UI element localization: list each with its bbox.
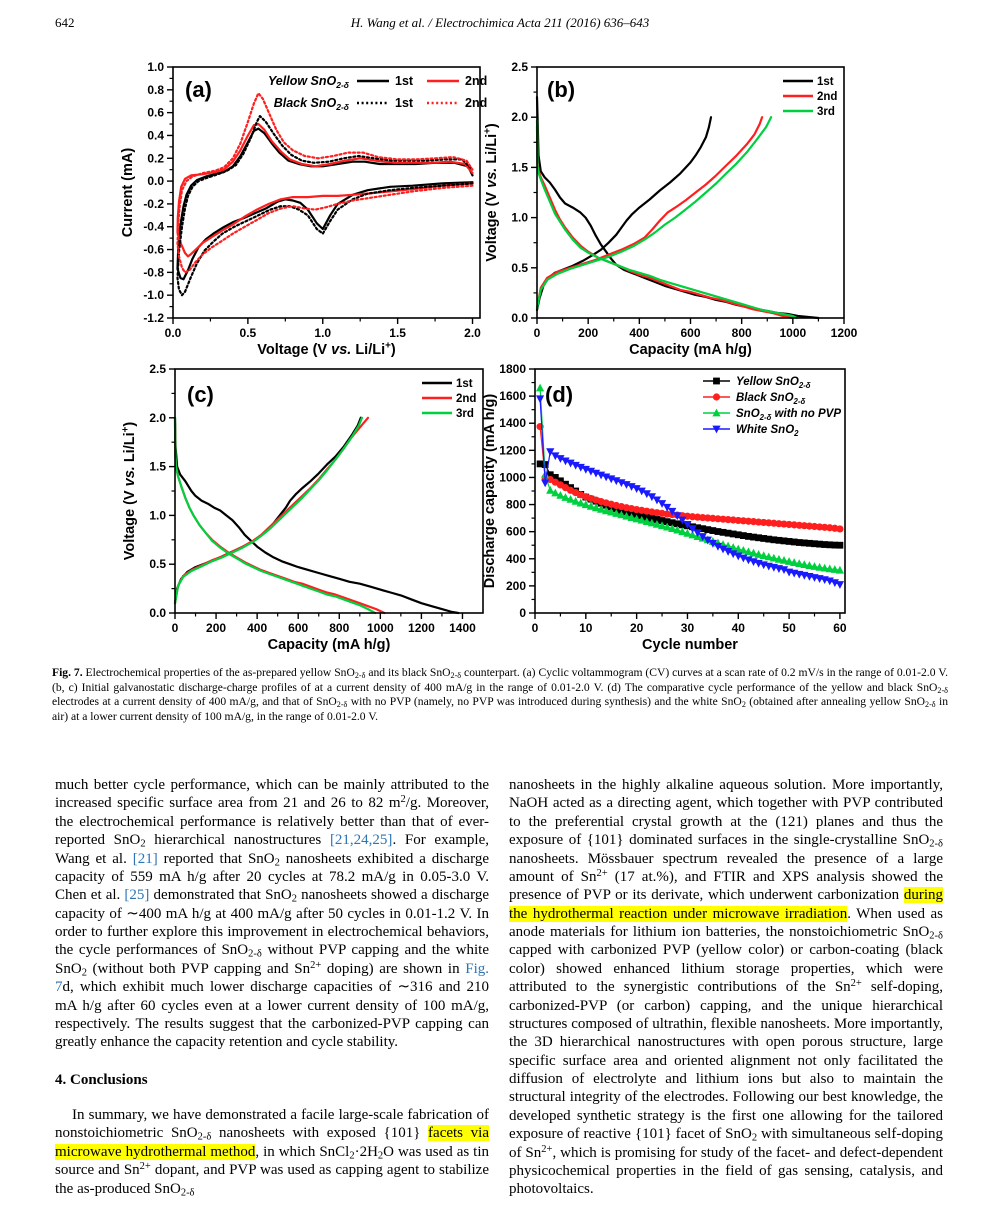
text-segment: nanosheets with exposed {101}	[211, 1125, 429, 1142]
text-segment: (17 at.%), and FTIR and XPS analysis showed the presence of PVP or its derivate, which underwent carbonization	[509, 868, 943, 904]
y-tick-label: 2.0	[511, 110, 528, 125]
text-segment: with simultaneous self-doping of Sn	[509, 1126, 944, 1161]
y-tick-label: 2.5	[511, 60, 528, 74]
x-tick-label: 0.0	[164, 326, 182, 340]
x-tick-label: 0	[171, 621, 179, 635]
legend-entry: 2nd	[456, 393, 477, 405]
x-tick-label: 10	[579, 621, 593, 635]
panel-label: (b)	[547, 77, 576, 102]
series-line	[178, 116, 473, 295]
chart-c-discharge-charge-profiles	[60, 355, 495, 665]
superscript: 2	[400, 794, 406, 806]
series-line	[537, 127, 793, 318]
y-tick-label: 1200	[499, 443, 526, 458]
subscript: 2	[741, 700, 746, 710]
y-tick-label: 0.5	[511, 260, 528, 275]
text-segment: nanosheets showed a discharge capacity of ∼400 mA h/g at 400 mA/g after 50 cycles in 0.01-1.2 V. In order to further explore this improvement in electrochemical behaviors, the cycle performances of SnO	[55, 887, 489, 959]
data-point-marker	[837, 542, 844, 549]
text-segment: in air) at a lower current density of 100 mA/g, in the range of 0.01-2.0 V.	[52, 695, 949, 724]
y-tick-label: -0.2	[143, 196, 164, 211]
series-line	[175, 418, 361, 603]
series-line	[175, 418, 458, 613]
text-segment: , which is promising for study of the facet- and defect-dependent physicochemical properties in the field of gas sensing, catalysis, and photovoltaics.	[509, 1144, 943, 1198]
subscript: 2	[274, 857, 280, 869]
subscript: 2-δ	[937, 685, 948, 695]
subscript: 2	[751, 1132, 758, 1144]
panel-label: (d)	[545, 382, 574, 407]
y-tick-label: 600	[505, 524, 526, 539]
x-tick-label: 0.5	[239, 326, 257, 340]
highlighted-text: facets via microwave hydrothermal method	[55, 1125, 489, 1160]
legend-entry: Yellow SnO$_{2-\delta}$	[736, 376, 811, 390]
text-segment: ·2H	[354, 1143, 378, 1160]
x-axis-label: Voltage (V vs. Li/Li+)	[257, 340, 396, 358]
subscript: 2-δ	[180, 1187, 195, 1199]
text-segment: and its black SnO	[365, 666, 451, 679]
y-tick-label: 0.0	[511, 311, 528, 325]
y-axis-label: Current (mA)	[120, 147, 136, 238]
text-segment: d, which exhibit much lower discharge capacities of ∼316 and 210 mA h/g after 60 cycles even at a lower current density of 100 mA/g, respectively. The results suggest that the carbonized-PVP capping can greatly enhance the capacity retention and cycle stability.	[55, 979, 489, 1051]
y-tick-label: 0.6	[147, 105, 164, 120]
x-tick-label: 0	[533, 326, 541, 340]
y-tick-label: 400	[505, 551, 526, 566]
y-tick-label: 1.0	[147, 60, 164, 74]
y-tick-label: 1600	[499, 389, 526, 404]
y-tick-label: 1.0	[511, 210, 528, 225]
y-tick-label: 0	[519, 606, 526, 620]
x-tick-label: 600	[680, 326, 701, 340]
x-tick-label: 200	[578, 326, 599, 340]
paragraph	[509, 776, 943, 1199]
legend-entry: SnO$_{2-\delta}$ with no PVP	[736, 408, 841, 422]
x-axis-label: Cycle number	[642, 637, 738, 653]
y-tick-label: 1.0	[149, 508, 166, 523]
legend-entry: 2nd	[465, 74, 488, 88]
subscript: 2	[349, 1150, 355, 1162]
y-tick-label: -0.8	[143, 265, 164, 280]
data-point-marker	[713, 393, 720, 400]
x-tick-label: 1000	[779, 326, 807, 340]
x-tick-label: 1200	[830, 326, 858, 340]
right-column	[509, 776, 943, 1199]
text-segment: , in which SnCl	[255, 1143, 350, 1160]
text-segment: with no PVP (namely, no PVP was introduced during synthesis) and the white SnO	[347, 695, 742, 709]
text-segment: (without both PVP capping and Sn	[86, 960, 311, 977]
legend-entry: 1st	[395, 74, 414, 88]
plot-frame	[537, 67, 844, 318]
text-segment: doping) are shown in	[321, 960, 466, 977]
legend-entry: 1st	[456, 378, 473, 390]
text-segment: capped with carbonized PVP (yellow color) or carbon-coating (black color) showed enhanced lithium storage properties, which were attributed to the synergistic contributions of the Sn	[509, 942, 943, 996]
citation-link[interactable]: [21]	[132, 850, 158, 867]
highlighted-text: during the hydrothermal reaction under microwave irradiation	[509, 887, 943, 922]
text-segment: electrodes at a current density of 400 mA/g, and that of SnO	[52, 695, 337, 709]
text-segment: counterpart. (a) Cyclic voltammogram (CV) curves at a scan rate of 0.2 mV/s in the range of 0.01-2.0 V. (b, c) Initial galvanostatic discharge-charge profiles of at a current density of 400 mA/g in the range of 0.01-2.0 V. (d) The comparative cycle performance of the yellow and black SnO	[52, 666, 948, 694]
running-head: H. Wang et al. / Electrochimica Acta 211 (2016) 636–643	[350, 15, 650, 30]
y-tick-label: 2.0	[149, 410, 166, 425]
citation-link[interactable]: Fig. 7	[55, 960, 489, 996]
data-point-marker	[536, 395, 544, 403]
subscript: 2	[291, 893, 297, 905]
x-tick-label: 400	[629, 326, 650, 340]
bold-text: Fig. 7.	[52, 666, 83, 679]
series-line	[540, 427, 840, 529]
x-tick-label: 2.0	[464, 326, 481, 340]
data-point-marker	[836, 581, 844, 589]
x-tick-label: 400	[247, 621, 268, 635]
series-line	[537, 120, 797, 318]
series-line	[175, 418, 362, 603]
subscript: 2	[140, 838, 146, 850]
y-tick-label: -0.4	[143, 219, 164, 234]
text-segment: /g. Moreover, the electrochemical performance is relatively better than that of ever-reported SnO	[55, 795, 489, 849]
section-heading: 4. Conclusions	[55, 1071, 148, 1088]
legend-entry: White SnO$_2$	[736, 424, 799, 438]
panel-label: (a)	[185, 77, 212, 102]
subscript: 2-δ	[336, 700, 348, 710]
x-tick-label: 800	[731, 326, 752, 340]
x-tick-label: 20	[629, 621, 644, 635]
x-axis-label: Capacity (mA h/g)	[629, 342, 752, 358]
legend-entry: 1st	[817, 76, 834, 88]
legend-label: Black SnO$_{2-\delta}$	[273, 96, 349, 113]
page-number: 642	[55, 15, 75, 30]
y-tick-label: 0.0	[147, 174, 164, 189]
text-segment: dopant, and PVP was used as capping agent to stabilize the as-produced SnO	[55, 1162, 489, 1197]
y-tick-label: 0.8	[147, 82, 164, 97]
x-tick-label: 30	[680, 621, 695, 635]
chart-a-cv-curves	[60, 53, 495, 358]
x-tick-label: 1200	[408, 621, 435, 635]
superscript: 2+	[541, 1143, 553, 1155]
text-segment: without PVP capping and the white SnO	[55, 942, 489, 977]
superscript: 2+	[139, 1160, 151, 1172]
y-tick-label: -0.6	[143, 242, 164, 257]
y-axis-label: Voltage (V vs. Li/Li+)	[120, 421, 138, 561]
article-body	[55, 776, 943, 1199]
x-tick-label: 50	[782, 621, 796, 635]
x-axis-label: Capacity (mA h/g)	[267, 637, 391, 653]
panel-label: (c)	[187, 382, 214, 407]
chart-b-discharge-charge-profiles	[482, 53, 862, 358]
y-tick-label: 200	[505, 578, 526, 593]
text-segment: demonstrated that SnO	[149, 887, 292, 904]
text-segment: reported that SnO	[157, 850, 275, 867]
legend-entry: 3rd	[817, 106, 835, 118]
citation-link[interactable]: [25]	[124, 887, 150, 904]
y-tick-label: 1400	[499, 416, 526, 431]
paragraph	[55, 1106, 489, 1198]
x-tick-label: 800	[329, 621, 350, 635]
legend-entry: 2nd	[817, 91, 838, 103]
text-segment: In summary, we have demonstrated a facile large-scale fabrication of nonstoichiometric SnO	[55, 1107, 489, 1142]
subscript: 2-δ	[197, 1132, 212, 1143]
y-axis-label: Discharge capacity (mA h/g)	[482, 393, 498, 589]
text-segment: nanosheets. Mössbauer spectrum revealed the presence of a large amount of Sn	[509, 850, 943, 885]
text-segment: hierarchical nanostructures	[145, 832, 330, 849]
data-point-marker	[546, 486, 554, 494]
legend-entry: 3rd	[456, 408, 474, 420]
subscript: 2-δ	[929, 838, 943, 850]
series-line	[537, 117, 711, 310]
text-segment: O was used as tin source and Sn	[55, 1143, 489, 1179]
series-line	[178, 124, 473, 256]
x-tick-label: 600	[288, 621, 309, 635]
x-tick-label: 1400	[449, 621, 476, 635]
subscript: 2-δ	[925, 700, 936, 710]
legend-label: Yellow SnO$_{2-\delta}$	[267, 74, 349, 91]
series-line	[178, 129, 473, 280]
text-segment: Electrochemical properties of the as-prepared yellow SnO	[82, 666, 355, 679]
x-tick-label: 0	[531, 621, 539, 635]
legend-entry: Black SnO$_{2-\delta}$	[736, 392, 806, 406]
y-tick-label: 2.5	[149, 362, 166, 376]
y-tick-label: 0.4	[147, 128, 164, 143]
x-tick-label: 40	[731, 621, 745, 635]
text-segment: self-doping, carbonized-PVP (or carbon) capping, and the unique hierarchical structures composed of ultrathin, flexible nanosheets. More importantly, the 3D hierarchical nanostructures with open porous structure, large specific surface area and oriented alignment not only facilitated the diffusion of electrolyte and lithium ions but also to maintain the structural integrity of the electrodes. Following our best knowledge, the developed synthetic strategy is the first one allowing for the tailored exposure of reactive {101} facet of SnO	[509, 979, 943, 1143]
y-tick-label: 0.2	[147, 151, 164, 166]
y-tick-label: -1.0	[143, 288, 164, 303]
series-line	[540, 399, 840, 585]
page-header	[55, 15, 945, 35]
legend-entry: 1st	[395, 96, 414, 110]
data-point-marker	[836, 525, 843, 532]
data-point-marker	[713, 378, 720, 385]
subscript: 2	[377, 1150, 384, 1162]
superscript: 2+	[310, 959, 322, 971]
text-segment: . For example, Wang et al.	[55, 832, 489, 867]
data-point-marker	[536, 384, 544, 392]
superscript: 2+	[596, 867, 608, 879]
x-tick-label: 1000	[366, 621, 394, 635]
chart-d-cycle-performance	[482, 355, 862, 665]
x-tick-label: 1.0	[314, 326, 332, 340]
subscript: 2-δ	[354, 671, 366, 681]
y-tick-label: 0.0	[149, 606, 166, 620]
text-segment: nanosheets in the highly alkaline aqueous solution. More importantly, NaOH acted as a directing agent, which together with PVP contributed to the preferential crystal growth at the (121) planes and thus the exposure of {101} dominated surfaces in the single-crystalline SnO	[509, 777, 943, 849]
text-segment: . When used as anode materials for lithium ion batteries, the nonstoichiometric SnO	[509, 905, 943, 940]
y-tick-label: 1.5	[511, 160, 528, 175]
text-segment: nanosheets exhibited a discharge capacity of 559 mA h/g after 20 cycles at 78.2 mA/g in 0.05-3.0 V. Chen et al.	[55, 850, 490, 904]
superscript: 2+	[850, 977, 862, 989]
y-axis-label: Voltage (V vs. Li/Li+)	[482, 123, 500, 262]
citation-link[interactable]: [21,24,25]	[329, 832, 393, 849]
y-tick-label: 800	[505, 497, 526, 512]
text-segment: (obtained after annealing yellow SnO	[745, 695, 926, 709]
text-segment: much better cycle performance, which can be mainly attributed to the increased specific surface area from 21 and 26 to 82 m	[55, 777, 489, 812]
left-column	[55, 776, 489, 1199]
subscript: 2	[81, 967, 87, 979]
subscript: 2-δ	[248, 949, 262, 960]
subscript: 2-δ	[450, 671, 462, 681]
legend-entry: 2nd	[465, 96, 488, 110]
y-tick-label: 1800	[499, 362, 526, 376]
x-tick-label: 1.5	[389, 326, 406, 340]
y-tick-label: 1000	[499, 470, 526, 485]
x-tick-label: 200	[206, 621, 227, 635]
paragraph	[55, 776, 489, 1052]
figure-caption	[52, 666, 948, 725]
y-tick-label: 0.5	[149, 557, 166, 572]
subscript: 2-δ	[929, 930, 943, 942]
series-line	[178, 93, 473, 272]
x-tick-label: 60	[833, 621, 847, 635]
y-tick-label: -1.2	[143, 311, 164, 325]
y-tick-label: 1.5	[149, 459, 166, 474]
